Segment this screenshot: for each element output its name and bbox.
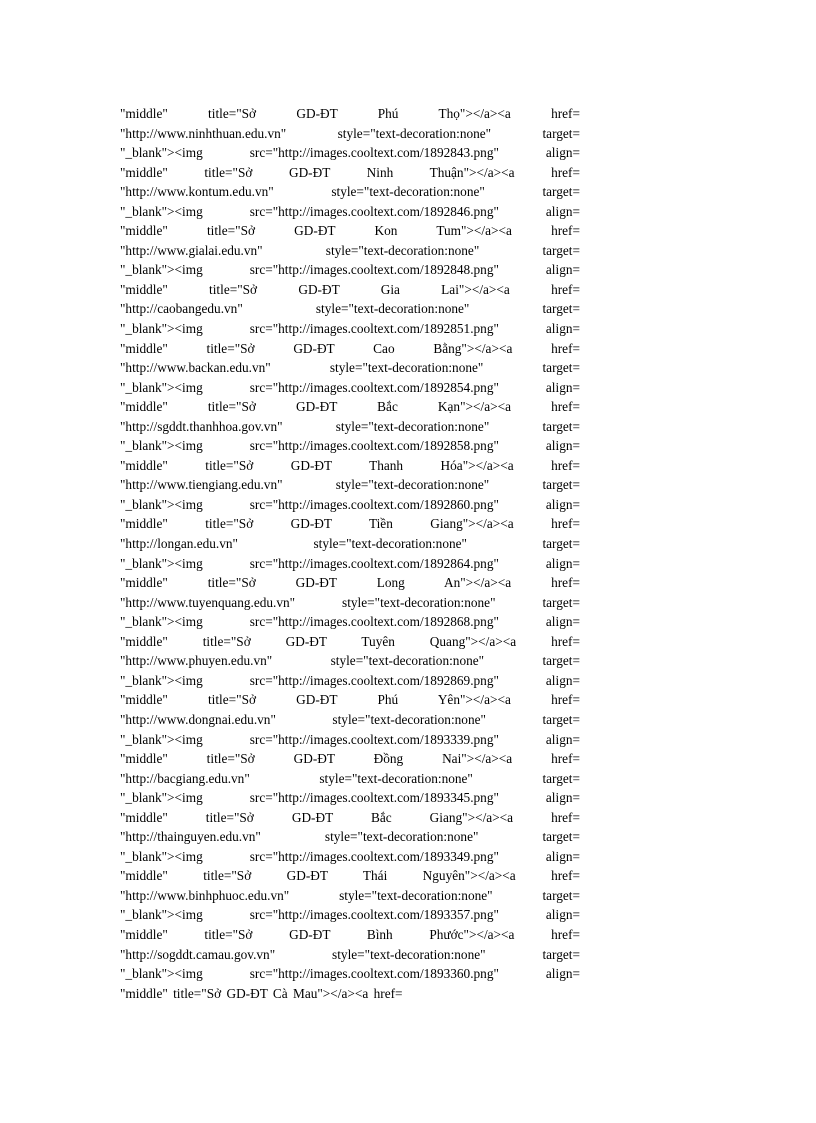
text-line: "http://www.gialai.edu.vn" style="text-decoration:none" target= — [120, 242, 580, 258]
text-line: "_blank"><img src="http://images.cooltext.com/1893339.png" align= — [120, 731, 580, 747]
text-line: "middle" title="Sở GD-ĐT Thanh Hóa"></a><a href= — [120, 457, 580, 473]
text-line: "_blank"><img src="http://images.cooltext.com/1893357.png" align= — [120, 907, 580, 923]
text-line: "_blank"><img src="http://images.cooltext.com/1892843.png" align= — [120, 145, 580, 161]
text-line: "_blank"><img src="http://images.cooltext.com/1893360.png" align= — [120, 966, 580, 982]
text-line: "middle" title="Sở GD-ĐT Gia Lai"></a><a href= — [120, 281, 580, 297]
text-line: "http://sogddt.camau.gov.vn" style="text-decoration:none" target= — [120, 946, 580, 962]
text-line: "http://www.phuyen.edu.vn" style="text-decoration:none" target= — [120, 653, 580, 669]
text-line: "_blank"><img src="http://images.cooltext.com/1892851.png" align= — [120, 321, 580, 337]
text-line: "middle" title="Sở GD-ĐT Đồng Nai"></a><a href= — [120, 751, 580, 767]
text-line: "middle" title="Sở GD-ĐT Cao Bằng"></a><a href= — [120, 340, 580, 356]
text-line: "middle" title="Sở GD-ĐT Phú Yên"></a><a href= — [120, 692, 580, 708]
text-line: "http://bacgiang.edu.vn" style="text-decoration:none" target= — [120, 770, 580, 786]
text-line: "_blank"><img src="http://images.cooltext.com/1892846.png" align= — [120, 203, 580, 219]
text-line: "http://sgddt.thanhhoa.gov.vn" style="text-decoration:none" target= — [120, 418, 580, 434]
text-line: "_blank"><img src="http://images.cooltext.com/1892848.png" align= — [120, 262, 580, 278]
text-line: "middle" title="Sở GD-ĐT Tuyên Quang"></a><a href= — [120, 633, 580, 649]
text-line: "http://www.binhphuoc.edu.vn" style="text-decoration:none" target= — [120, 887, 580, 903]
text-line: "_blank"><img src="http://images.cooltext.com/1893349.png" align= — [120, 848, 580, 864]
text-line: "middle" title="Sở GD-ĐT Bắc Giang"></a><a href= — [120, 809, 580, 825]
text-line: "middle" title="Sở GD-ĐT Bắc Kạn"></a><a href= — [120, 399, 580, 415]
text-line: "http://www.kontum.edu.vn" style="text-decoration:none" target= — [120, 184, 580, 200]
text-line: "_blank"><img src="http://images.cooltext.com/1892864.png" align= — [120, 555, 580, 571]
text-line: "http://www.backan.edu.vn" style="text-decoration:none" target= — [120, 360, 580, 376]
text-line: "middle" title="Sở GD-ĐT Bình Phước"></a><a href= — [120, 926, 580, 942]
text-line: "middle" title="Sở GD-ĐT Ninh Thuận"></a><a href= — [120, 164, 580, 180]
text-line: "http://thainguyen.edu.vn" style="text-decoration:none" target= — [120, 829, 580, 845]
text-line: "http://www.ninhthuan.edu.vn" style="text-decoration:none" target= — [120, 125, 580, 141]
text-line: "_blank"><img src="http://images.cooltext.com/1892868.png" align= — [120, 614, 580, 630]
text-line: "middle" title="Sở GD-ĐT Thái Nguyên"></a><a href= — [120, 868, 580, 884]
text-line: "middle" title="Sở GD-ĐT Phú Thọ"></a><a href= — [120, 106, 580, 121]
text-line: "http://www.tuyenquang.edu.vn" style="text-decoration:none" target= — [120, 594, 580, 610]
text-line: "http://www.dongnai.edu.vn" style="text-decoration:none" target= — [120, 711, 580, 727]
text-line: "_blank"><img src="http://images.cooltext.com/1892869.png" align= — [120, 672, 580, 688]
text-line: "_blank"><img src="http://images.cooltext.com/1892860.png" align= — [120, 496, 580, 512]
text-line: "http://caobangedu.vn" style="text-decoration:none" target= — [120, 301, 580, 317]
text-line: "middle" title="Sở GD-ĐT Cà Mau"></a><a href= — [120, 985, 403, 1001]
document-body — [120, 104, 580, 1003]
text-line: "_blank"><img src="http://images.cooltext.com/1892854.png" align= — [120, 379, 580, 395]
text-line: "_blank"><img src="http://images.cooltext.com/1892858.png" align= — [120, 438, 580, 454]
text-line: "http://longan.edu.vn" style="text-decoration:none" target= — [120, 536, 580, 552]
text-line: "middle" title="Sở GD-ĐT Tiền Giang"></a><a href= — [120, 516, 580, 532]
text-line: "middle" title="Sở GD-ĐT Kon Tum"></a><a href= — [120, 223, 580, 239]
text-line: "middle" title="Sở GD-ĐT Long An"></a><a href= — [120, 575, 580, 591]
text-line: "_blank"><img src="http://images.cooltext.com/1893345.png" align= — [120, 790, 580, 806]
text-line: "http://www.tiengiang.edu.vn" style="text-decoration:none" target= — [120, 477, 580, 493]
